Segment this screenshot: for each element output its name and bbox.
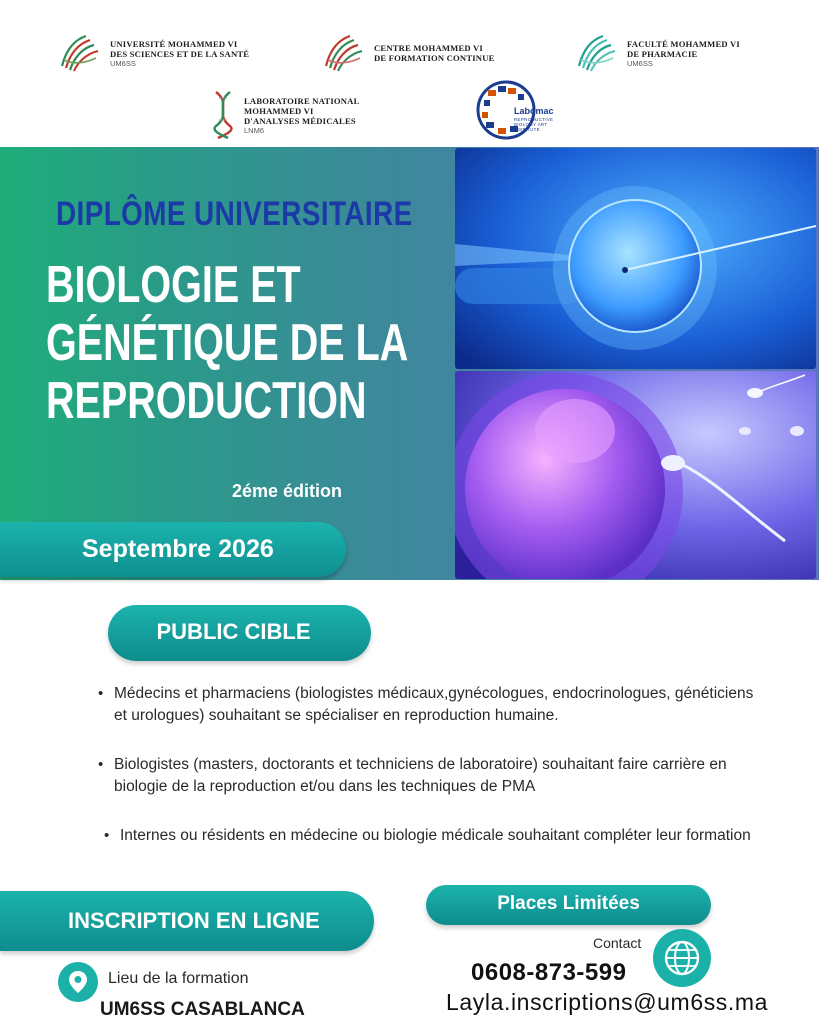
audience-item: • Biologistes (masters, doctorants et techniciens de laboratoire) souhaitant faire carrière en biologie de la reproduction et/ou dans les techniques de PMA — [96, 754, 756, 798]
inscription-button[interactable]: INSCRIPTION EN LIGNE — [0, 891, 374, 951]
edition-label: 2éme édition — [232, 481, 343, 501]
logo-lab-line1: LABORATOIRE NATIONAL — [244, 95, 360, 106]
audience-list — [96, 683, 756, 847]
globe-icon[interactable] — [653, 929, 711, 987]
places-limitees-badge: Places Limitées — [426, 885, 711, 925]
logo-centre-line2: DE FORMATION CONTINUE — [374, 53, 495, 63]
contact-label: Contact — [593, 935, 642, 951]
logo-univ-line1: UNIVERSITÉ MOHAMMED VI — [110, 38, 238, 49]
lieu-value: UM6SS CASABLANCA — [100, 999, 305, 1020]
labomac-sub: REPRODUCTIVE BIOLOGY ART INSTITUTE — [514, 117, 554, 132]
title-line-1: BIOLOGIE ET — [46, 256, 301, 314]
labomac-name: Labomac — [514, 106, 554, 116]
logo-lab-abbr: LNM6 — [244, 125, 265, 135]
date-banner: Septembre 2026 — [0, 522, 346, 577]
centre-emblem-icon — [320, 30, 366, 76]
fertilization-photo — [455, 371, 816, 579]
diploma-subtitle: DIPLÔME UNIVERSITAIRE — [56, 195, 413, 233]
logo-fac-line2: DE PHARMACIE — [627, 48, 698, 59]
logo-fac-line1: FACULTÉ MOHAMMED VI — [627, 38, 740, 49]
location-pin-icon — [58, 962, 98, 1002]
faculte-emblem-icon — [573, 30, 619, 76]
logo-faculte-pharmacie — [573, 30, 740, 76]
logo-fac-abbr: UM6SS — [627, 58, 653, 68]
phone-number[interactable]: 0608-873-599 — [471, 959, 627, 986]
program-title — [46, 256, 408, 430]
title-line-2: GÉNÉTIQUE DE LA — [46, 314, 409, 372]
logo-labomac — [474, 80, 574, 140]
logo-lab-line3: D'ANALYSES MÉDICALES — [244, 115, 356, 126]
audience-item: • Médecins et pharmaciens (biologistes médicaux,gynécologues, endocrinologues, généticiens et urologues) souhaitant se spécialiser en reproduction humaine. — [96, 683, 756, 727]
lieu-label: Lieu de la formation — [108, 970, 249, 987]
logo-lab-line2: MOHAMMED VI — [244, 105, 314, 116]
title-line-3: REPRODUCTION — [46, 372, 367, 430]
um6ss-emblem-icon — [56, 30, 102, 76]
oocyte-injection-photo — [455, 148, 816, 369]
email-address[interactable]: Layla.inscriptions@um6ss.ma — [446, 989, 769, 1015]
logo-lnm6 — [210, 90, 360, 140]
logo-univ-abbr: UM6SS — [110, 58, 136, 68]
logo-centre-formation — [320, 30, 495, 76]
public-cible-heading: PUBLIC CIBLE — [108, 605, 371, 661]
audience-item: • Internes ou résidents en médecine ou biologie médicale souhaitant compléter leur formation — [96, 825, 756, 847]
logo-centre-line1: CENTRE MOHAMMED VI — [374, 43, 483, 53]
dna-helix-icon — [210, 90, 236, 140]
logo-um6ss — [56, 30, 249, 76]
logo-univ-line2: DES SCIENCES ET DE LA SANTÉ — [110, 48, 250, 59]
